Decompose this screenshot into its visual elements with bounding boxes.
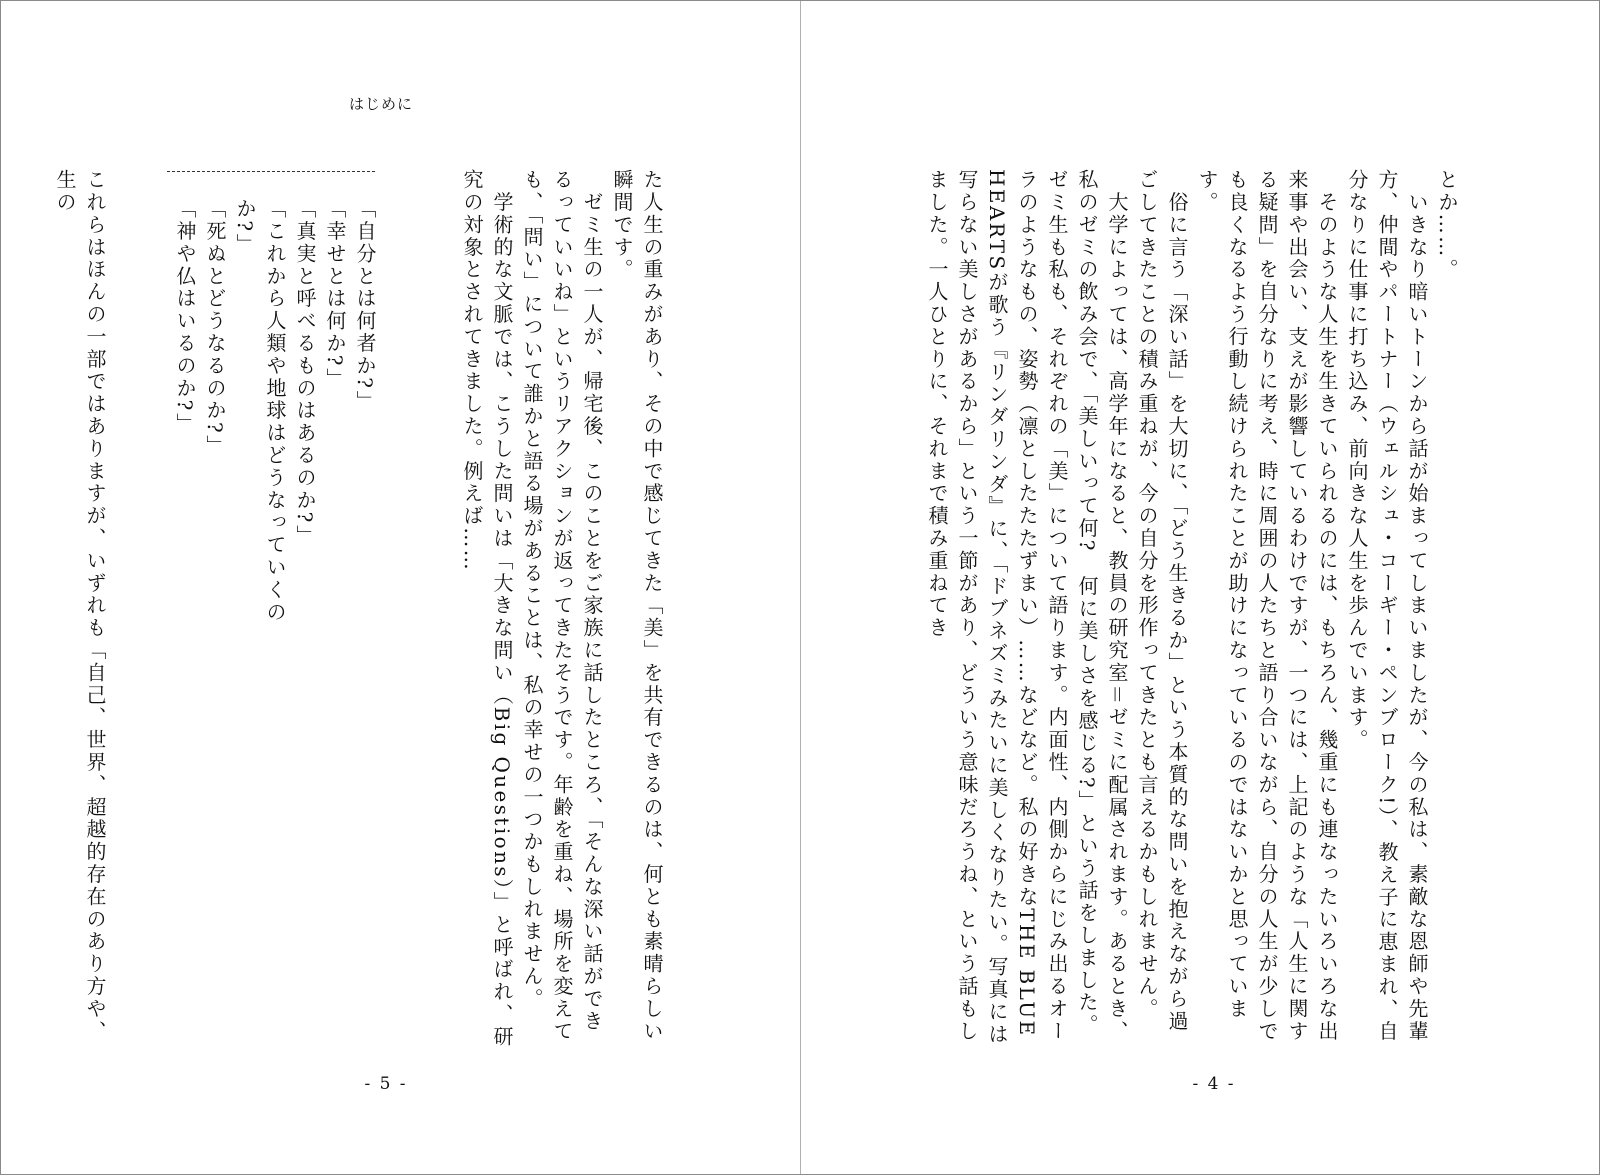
left-main-text — [457, 169, 667, 1049]
paragraph: とか……。 — [1435, 169, 1459, 281]
paragraph: いきなり暗いトーンから話が始まってしまいましたが、今の私は、素敵な恩師や先輩方、仲間やパートナー（ウェルシュ・コーギー・ペンブローク!）、教え子に恵まれ、自分なりに仕事に打ち込み、前向きな人生を歩んでいます。 — [1345, 169, 1429, 1044]
paragraph: た人生の重みがあり、その中で感じてきた「美」を共有できるのは、何とも素晴らしい瞬間です。 — [610, 169, 664, 1043]
page-number: - 4 - — [1192, 1074, 1236, 1094]
question-item: 「これから人類や地球はどうなっていくのか?」 — [233, 198, 287, 624]
paragraph: 大学によっては、高学年になると、教員の研究室＝ゼミに配属されます。あるとき、私のゼミの飲み会で、「美しいって何? 何に美しさを感じる?」という話をしました。ゼミ生も私も、それぞれの「美」について語ります。内面性、内側からにじみ出るオーラのようなもの、姿勢（凛としたたたずまい）……などなど。私の好きなTHE BLUE HEARTSが歌う『リンダリンダ』に、「ドブネズミみたいに美しくなりたい。写真には写らない美しさがあるから」という一節があり、どういう意味だろうね、という話もしました。一人ひとりに、それまで積み重ねてき — [925, 169, 1129, 1047]
running-head: はじめに — [349, 95, 414, 113]
big-questions-list — [170, 198, 380, 658]
question-item: 「死ぬとどうなるのか?」 — [203, 198, 227, 458]
page-number: - 5 - — [364, 1074, 408, 1094]
left-page — [1, 1, 800, 1174]
question-item: 「自分とは何者か?」 — [353, 198, 377, 413]
question-item: 「幸せとは何か?」 — [323, 198, 347, 391]
paragraph: 俗に言う「深い話」を大切に、「どう生きるか」という本質的な問いを抱えながら過ごしてきたことの積み重ねが、今の自分を形作ってきたとも言えるかもしれません。 — [1135, 169, 1189, 1033]
question-item: 「神や仏はいるのか?」 — [173, 198, 197, 436]
closing-text — [50, 169, 110, 1049]
paragraph: これらはほんの一部ではありますが、いずれも「自己、世界、超越的存在のあり方や、生の — [53, 169, 107, 1043]
right-main-text — [922, 169, 1462, 1049]
paragraph: そのような人生を生きていられるのには、もちろん、幾重にも連なったいろいろな出来事や出会い、支えが影響しているわけですが、一つには、上記のような「人生に関する疑問」を自分なりに考え、時に周囲の人たちと語り合いながら、自分の人生が少しでも良くなるよう行動し続けられたことが助けになっているのではないかと思っています。 — [1195, 169, 1339, 1043]
question-item: 「真実と呼べるものはあるのか?」 — [293, 198, 317, 548]
paragraph: ゼミ生の一人が、帰宅後、このことをご家族に話したところ、「そんな深い話ができるっていいね」というリアクションが返ってきたそうです。年齢を重ね、場所を変えても、「問い」について誰かと語る場があることは、私の幸せの一つかもしれません。 — [520, 169, 604, 1043]
right-page — [801, 1, 1600, 1174]
paragraph: 学術的な文脈では、こうした問いは「大きな問い（Big Questions）」と呼ばれ、研究の対象とされてきました。例えば…… — [460, 169, 514, 1049]
dashed-separator — [167, 171, 375, 172]
